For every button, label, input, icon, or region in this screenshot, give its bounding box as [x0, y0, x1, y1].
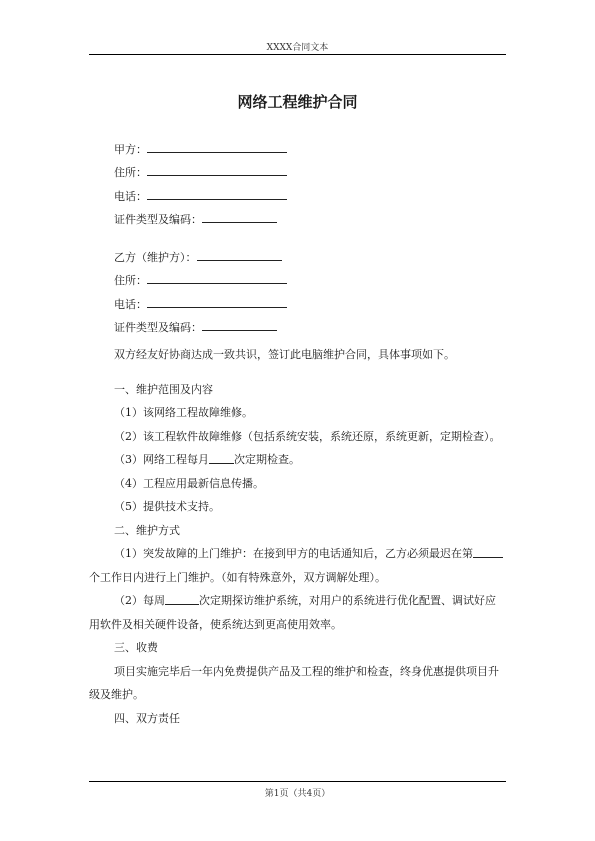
fill-in-blank[interactable] [147, 293, 287, 308]
field-label: 甲方： [114, 142, 147, 156]
field-label: 电话： [114, 297, 147, 311]
party-a-name-field [114, 133, 506, 157]
item-text: 个工作日内进行上门维护。（如有特殊意外，双方调解处理）。 [89, 570, 386, 584]
fill-in-blank[interactable] [147, 138, 287, 153]
section-heading: 三、收费 [114, 641, 158, 654]
party-a-address-field [114, 157, 506, 181]
party-b-name-field [114, 241, 506, 265]
fill-in-blank[interactable] [147, 269, 287, 284]
party-a-phone-field [114, 180, 506, 204]
list-item: （2）该工程软件故障维修（包括系统安装，系统还原，系统更新，定期检查）。 [114, 429, 501, 443]
list-item: （1）该网络工程故障维修。 [114, 406, 253, 419]
fill-in-blank[interactable] [209, 451, 234, 464]
field-label: 住所： [114, 274, 147, 287]
list-item [89, 542, 506, 589]
item-text: （1）突发故障的上门维护：在接到甲方的电话通知后，乙方必须最迟在第 [114, 547, 473, 560]
party-b-address-field [114, 265, 506, 289]
footer-rule [89, 781, 506, 782]
list-item: （5）提供技术支持。 [114, 500, 220, 513]
party-a-block [89, 133, 506, 335]
fill-in-blank[interactable] [202, 208, 277, 223]
list-item [89, 448, 506, 472]
section-heading: 四、双方责任 [114, 711, 180, 725]
section-paragraph: 项目实施完毕后一年内免费提供产品及工程的维护和检查，终身优惠提供项目升级及维护。 [89, 664, 499, 701]
list-item: （4）工程应用最新信息传播。 [114, 476, 264, 490]
list-item [89, 589, 506, 636]
fill-in-blank[interactable] [147, 161, 287, 176]
field-label: 证件类型及编码： [114, 321, 202, 334]
field-label: 电话： [114, 189, 147, 203]
fill-in-blank[interactable] [147, 185, 287, 200]
section-heading: 二、维护方式 [114, 523, 180, 537]
field-label: 乙方（维护方）： [114, 250, 197, 264]
intro-paragraph: 双方经友好协商达成一致共识，签订此电脑维护合同，具体事项如下。 [114, 348, 455, 361]
field-label: 证件类型及编码： [114, 213, 202, 226]
item-text: （3）网络工程每月 [114, 453, 209, 466]
section-heading: 一、维护范围及内容 [114, 382, 213, 396]
party-a-id-field [114, 204, 506, 228]
fill-in-blank[interactable] [202, 316, 277, 331]
contract-body [89, 133, 506, 730]
header-rule [89, 54, 506, 55]
party-b-phone-field [114, 288, 506, 312]
document-title: 网络工程维护合同 [237, 93, 358, 111]
item-text: （2）每周 [114, 594, 165, 607]
party-b-id-field [114, 312, 506, 336]
fill-in-blank[interactable] [165, 592, 199, 605]
page-header: XXXX合同文本 [266, 43, 329, 53]
item-text: 次定期探访维护系统，对用户的系统进行优化配置、调试好应用软件及相关硬件设备，使系统达到更高使用效率。 [89, 594, 496, 631]
item-text: 次定期检查。 [234, 453, 300, 466]
field-label: 住所： [114, 166, 147, 179]
page-footer: 第1页（共4页） [264, 789, 331, 799]
fill-in-blank[interactable] [197, 246, 282, 261]
fill-in-blank[interactable] [473, 545, 503, 558]
